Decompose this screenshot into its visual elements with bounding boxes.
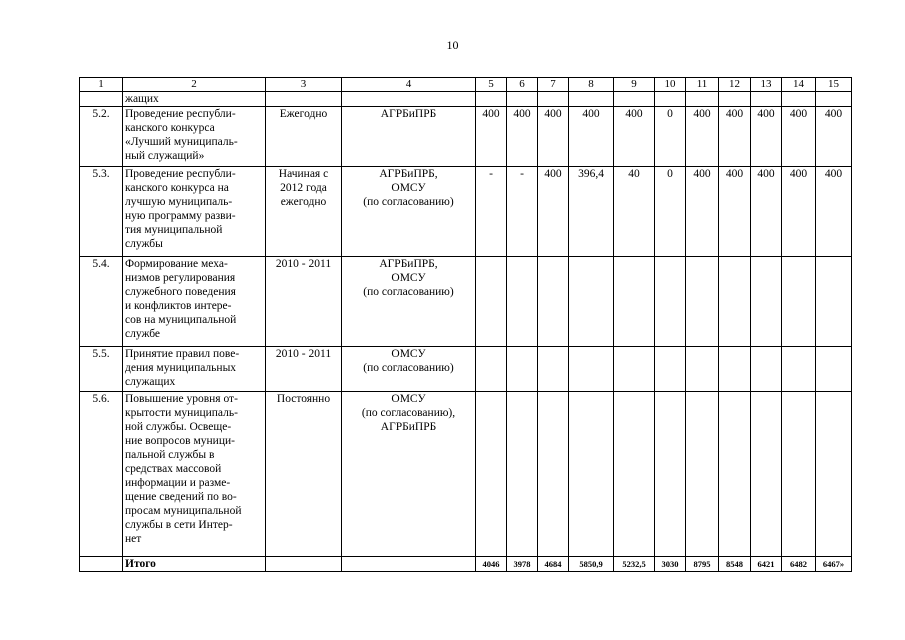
table-body	[80, 92, 852, 107]
row-value-col-14	[782, 257, 816, 347]
row-term: Постоянно	[266, 392, 342, 557]
row-value-col-6: -	[507, 167, 538, 257]
row-value-col-14: 400	[782, 107, 816, 167]
total-row	[80, 557, 852, 572]
row-term: 2010 - 2011	[266, 257, 342, 347]
total-value-col-9: 5232,5	[614, 557, 655, 572]
row-value-col-12: 400	[719, 167, 751, 257]
column-header-6: 6	[507, 78, 538, 92]
row-value-col-15: 400	[816, 107, 852, 167]
row-description: Проведение республи- канского конкурса «Лучший муниципаль- ный служащий»	[123, 107, 266, 167]
row-value-col-9	[614, 257, 655, 347]
row-value-col-13	[751, 257, 782, 347]
empty-cell	[342, 92, 476, 107]
empty-cell	[538, 92, 569, 107]
row-value-col-5	[476, 392, 507, 557]
row-value-col-11: 400	[686, 107, 719, 167]
empty-cell	[816, 92, 852, 107]
row-executor: АГРБиПРБ, ОМСУ (по согласованию)	[342, 167, 476, 257]
row-value-col-6	[507, 347, 538, 392]
total-value-col-14: 6482	[782, 557, 816, 572]
table-row	[80, 107, 852, 167]
table-rows	[80, 107, 852, 557]
total-num-cell	[80, 557, 123, 572]
column-header-13: 13	[751, 78, 782, 92]
empty-cell	[614, 92, 655, 107]
row-number: 5.4.	[80, 257, 123, 347]
row-value-col-6	[507, 257, 538, 347]
row-number: 5.6.	[80, 392, 123, 557]
row-number: 5.3.	[80, 167, 123, 257]
row-value-col-11	[686, 347, 719, 392]
row-value-col-7: 400	[538, 107, 569, 167]
empty-cell	[719, 92, 751, 107]
row-value-col-11: 400	[686, 167, 719, 257]
row-value-col-8: 396,4	[569, 167, 614, 257]
row-value-col-14: 400	[782, 167, 816, 257]
empty-cell	[782, 92, 816, 107]
row-description: Принятие правил пове- дения муниципальных служащих	[123, 347, 266, 392]
row-value-col-10: 0	[655, 167, 686, 257]
table-footer	[80, 557, 852, 572]
row-value-col-9: 400	[614, 107, 655, 167]
row-executor: АГРБиПРБ, ОМСУ (по согласованию)	[342, 257, 476, 347]
row-value-col-13: 400	[751, 167, 782, 257]
empty-cell	[507, 92, 538, 107]
table-header	[80, 78, 852, 92]
row-value-col-7	[538, 347, 569, 392]
empty-cell	[569, 92, 614, 107]
row-value-col-5: -	[476, 167, 507, 257]
row-value-col-10	[655, 347, 686, 392]
row-value-col-9	[614, 347, 655, 392]
row-value-col-11	[686, 392, 719, 557]
row-number: 5.5.	[80, 347, 123, 392]
row-value-col-9	[614, 392, 655, 557]
row-value-col-7: 400	[538, 167, 569, 257]
column-header-15: 15	[816, 78, 852, 92]
row-value-col-5	[476, 257, 507, 347]
total-value-col-6: 3978	[507, 557, 538, 572]
row-value-col-11	[686, 257, 719, 347]
page-number: 10	[446, 38, 459, 52]
row-value-col-15	[816, 257, 852, 347]
row-value-col-13	[751, 392, 782, 557]
column-header-9: 9	[614, 78, 655, 92]
row-executor: ОМСУ (по согласованию)	[342, 347, 476, 392]
header-row	[80, 78, 852, 92]
row-value-col-9: 40	[614, 167, 655, 257]
row-value-col-5	[476, 347, 507, 392]
row-value-col-8	[569, 347, 614, 392]
row-value-col-14	[782, 347, 816, 392]
row-value-col-10	[655, 392, 686, 557]
column-header-7: 7	[538, 78, 569, 92]
total-value-col-5: 4046	[476, 557, 507, 572]
column-header-5: 5	[476, 78, 507, 92]
column-header-2: 2	[123, 78, 266, 92]
total-value-col-10: 3030	[655, 557, 686, 572]
column-header-1: 1	[80, 78, 123, 92]
row-value-col-13	[751, 347, 782, 392]
row-executor: ОМСУ (по согласованию), АГРБиПРБ	[342, 392, 476, 557]
program-table	[79, 77, 852, 572]
row-term: Начиная с 2012 года ежегодно	[266, 167, 342, 257]
table-row	[80, 347, 852, 392]
continuation-num	[80, 92, 123, 107]
row-value-col-15	[816, 347, 852, 392]
column-header-11: 11	[686, 78, 719, 92]
row-value-col-14	[782, 392, 816, 557]
total-value-col-12: 8548	[719, 557, 751, 572]
row-value-col-7	[538, 257, 569, 347]
row-term: Ежегодно	[266, 107, 342, 167]
empty-cell	[655, 92, 686, 107]
row-number: 5.2.	[80, 107, 123, 167]
row-value-col-7	[538, 392, 569, 557]
total-value-col-13: 6421	[751, 557, 782, 572]
row-value-col-10	[655, 257, 686, 347]
empty-cell	[266, 92, 342, 107]
row-value-col-12	[719, 347, 751, 392]
continuation-row	[80, 92, 852, 107]
row-value-col-12: 400	[719, 107, 751, 167]
column-header-8: 8	[569, 78, 614, 92]
continuation-desc: жащих	[123, 92, 266, 107]
row-description: Проведение республи- канского конкурса на лучшую муниципаль- ную программу разви- тия муниципальной службы	[123, 167, 266, 257]
column-header-4: 4	[342, 78, 476, 92]
empty-cell	[751, 92, 782, 107]
row-value-col-6	[507, 392, 538, 557]
row-value-col-8: 400	[569, 107, 614, 167]
row-description: Формирование меха- низмов регулирования служебного поведения и конфликтов интере- сов на муниципальной службе	[123, 257, 266, 347]
column-header-10: 10	[655, 78, 686, 92]
total-value-col-7: 4684	[538, 557, 569, 572]
empty-cell	[686, 92, 719, 107]
row-value-col-10: 0	[655, 107, 686, 167]
total-value-col-15: 6467»	[816, 557, 852, 572]
row-value-col-8	[569, 257, 614, 347]
total-value-col-11: 8795	[686, 557, 719, 572]
row-term: 2010 - 2011	[266, 347, 342, 392]
row-value-col-5: 400	[476, 107, 507, 167]
column-header-3: 3	[266, 78, 342, 92]
row-executor: АГРБиПРБ	[342, 107, 476, 167]
empty-cell	[476, 92, 507, 107]
row-value-col-15	[816, 392, 852, 557]
row-value-col-13: 400	[751, 107, 782, 167]
row-value-col-12	[719, 392, 751, 557]
row-value-col-15: 400	[816, 167, 852, 257]
table-row	[80, 392, 852, 557]
column-header-12: 12	[719, 78, 751, 92]
total-executor-cell	[342, 557, 476, 572]
column-header-14: 14	[782, 78, 816, 92]
row-value-col-6: 400	[507, 107, 538, 167]
row-value-col-8	[569, 392, 614, 557]
total-value-col-8: 5850,9	[569, 557, 614, 572]
row-value-col-12	[719, 257, 751, 347]
total-term-cell	[266, 557, 342, 572]
total-label: Итого	[123, 557, 266, 572]
table-row	[80, 257, 852, 347]
table-row	[80, 167, 852, 257]
row-description: Повышение уровня от- крытости муниципаль- ной службы. Освеще- ние вопросов муници- пальной службы в средствах массовой информации и разме- щение сведений по во- просам муниципальной службы в сети Интер- нет	[123, 392, 266, 557]
